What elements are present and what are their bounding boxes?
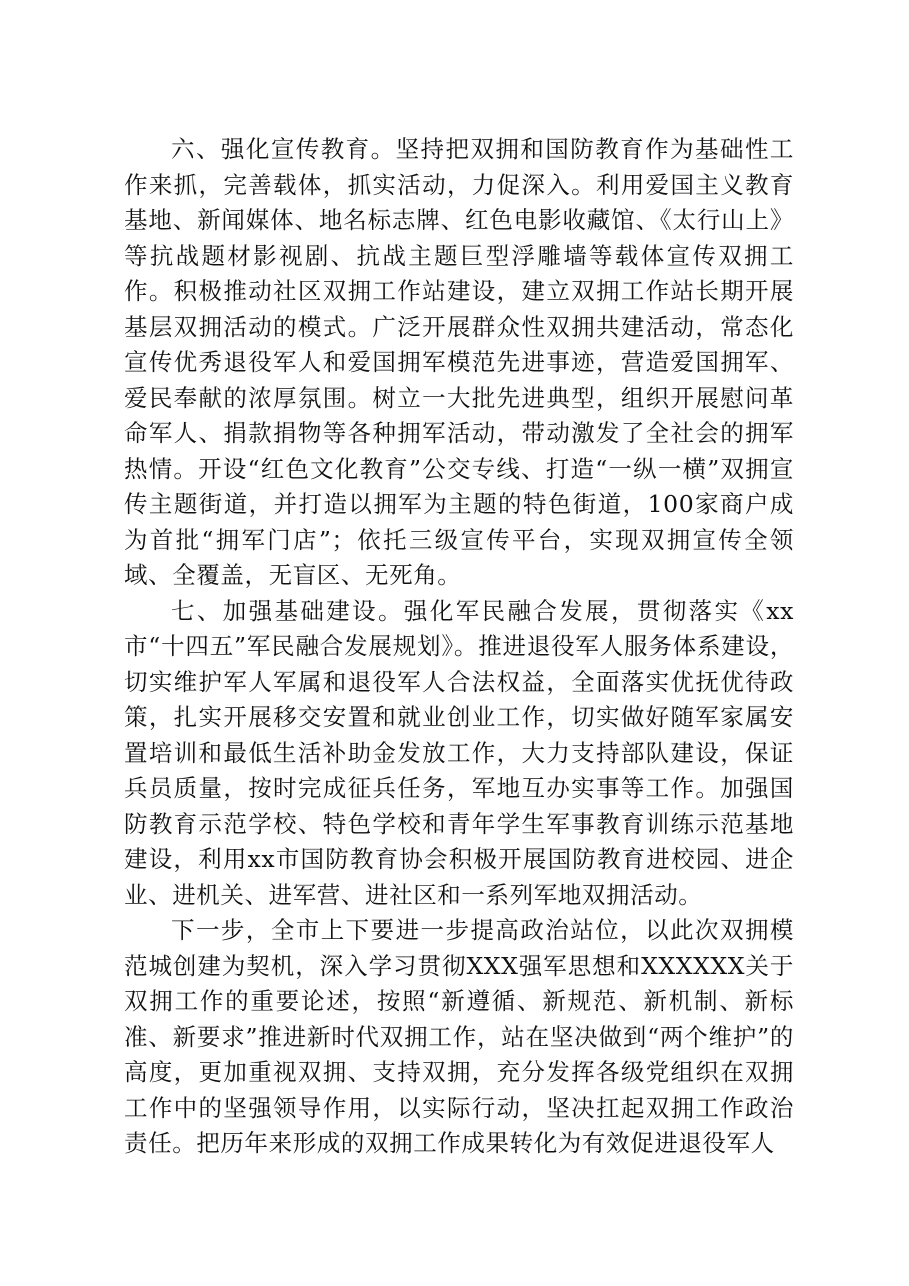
paragraph-strengthen-foundation: 七、加强基础建设。强化军民融合发展，贯彻落实《xx市“十四五”军民融合发展规划》。推进退役军人服务体系建设，切实维护军人军属和退役军人合法权益，全面落实优抚优待政策，扎实开展移交安置和就业创业工作，切实做好随军家属安置培训和最低生活补助金发放工作，大力支持部队建设，保证兵员质量，按时完成征兵任务，军地互办实事等工作。加强国防教育示范学校、特色学校和青年学生军事教育训练示范基地建设，利用xx市国防教育协会积极开展国防教育进校园、进企业、进机关、进军营、进社区和一系列军地双拥活动。	[124, 596, 794, 909]
document-body	[124, 132, 794, 1162]
paragraph-strengthen-publicity: 六、强化宣传教育。坚持把双拥和国防教育作为基础性工作来抓，完善载体，抓实活动，力促深入。利用爱国主义教育基地、新闻媒体、地名标志牌、红色电影收藏馆、《太行山上》等抗战题材影视剧、抗战主题巨型浮雕墙等载体宣传双拥工作。积极推动社区双拥工作站建设，建立双拥工作站长期开展基层双拥活动的模式。广泛开展群众性双拥共建活动，常态化宣传优秀退役军人和爱国拥军模范先进事迹，营造爱国拥军、爱民奉献的浓厚氛围。树立一大批先进典型，组织开展慰问革命军人、捐款捐物等各种拥军活动，带动激发了全社会的拥军热情。开设“红色文化教育”公交专线、打造“一纵一横”双拥宣传主题街道，并打造以拥军为主题的特色街道，100家商户成为首批“拥军门店”；依托三级宣传平台，实现双拥宣传全领域、全覆盖，无盲区、无死角。	[124, 135, 794, 589]
paragraph-next-steps: 下一步，全市上下要进一步提高政治站位，以此次双拥模范城创建为契机，深入学习贯彻XXX强军思想和XXXXXX关于双拥工作的重要论述，按照“新遵循、新规范、新机制、新标准、新要求”推进新时代双拥工作，站在坚决做到“两个维护”的高度，更加重视双拥、支持双拥，充分发挥各级党组织在双拥工作中的坚强领导作用，以实际行动，坚决扛起双拥工作政治责任。把历年来形成的双拥工作成果转化为有效促进退役军人	[124, 916, 794, 1157]
